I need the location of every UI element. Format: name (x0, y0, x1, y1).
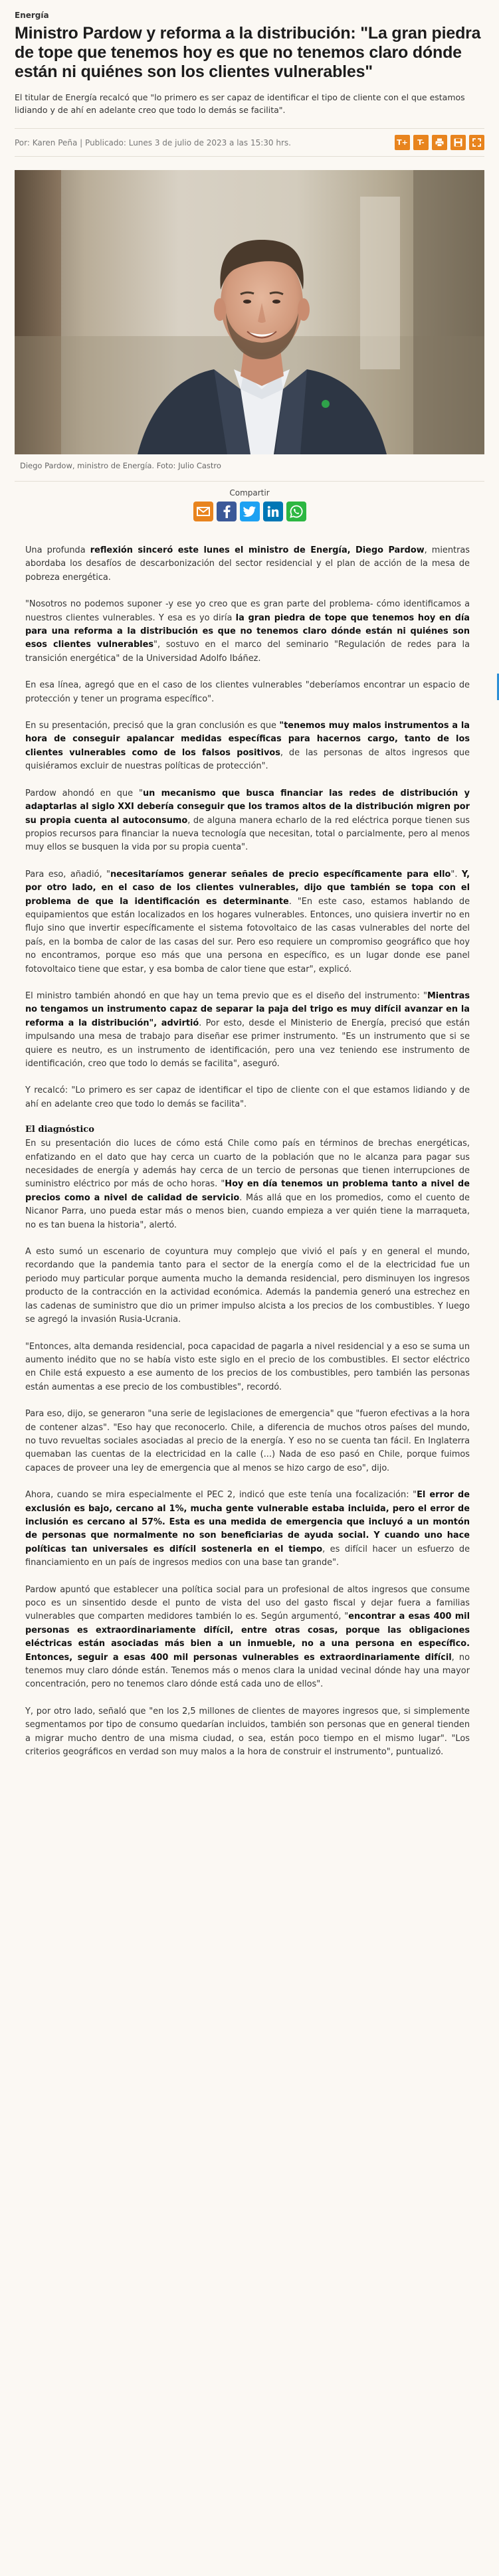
bold-text: un mecanismo que busca financiar las redes de distribución y adaptarlas al siglo XXI debería conseguir que los tramos altos de la distribución migren por su propia cuenta al autoconsumo (25, 788, 470, 826)
paragraph: En su presentación, precisó que la gran conclusión es que "tenemos muy malos instrumentos a la hora de conseguir apalancar medidas específicas para hacernos cargo, tanto de los clientes vulnerables como de los falsos positivos, de las personas de altos ingresos que quisiéramos excluir de nuestras políticas de protección". (25, 721, 470, 772)
paragraph: En esa línea, agregó que en el caso de los clientes vulnerables "deberíamos encontrar un espacio de protección y tener un programa específico". (25, 680, 470, 704)
bold-text: "tenemos muy malos instrumentos a la hora de conseguir apalancar medidas específicas para hacernos cargo, tanto de los clientes vulnerables como de los falsos positivos (25, 721, 470, 758)
article-body (0, 521, 499, 1759)
print-icon (435, 138, 444, 147)
section-tag[interactable]: Energía (15, 11, 49, 20)
paragraph: Ahora, cuando se mira especialmente el PEC 2, indicó que este tenía una focalización: "El error de exclusión es bajo, cercano al 1%, mucha gente vulnerable estaba incluida, pero el error de inclusión es cercano al 57%. Esta es una medida de emergencia que incluyó a un montón de personas que normalmente no son beneficiarias de ayuda social. Y cuando uno hace políticas tan universales es difícil sostenerla en el tiempo, es difícil hacer un esfuerzo de financiamiento en un país de ingresos medios con una base tan grande". (25, 1490, 470, 1568)
bold-text: El error de exclusión es bajo, cercano al 1%, mucha gente vulnerable estaba incluida, pero el error de inclusión es cercano al 57%. Esta es una medida de emergencia que incluyó a un montón de personas que normalmente no son beneficiarias de ayuda social. Y cuando uno hace políticas tan universales es difícil sostenerla en el tiempo (25, 1490, 470, 1554)
paragraph: Pardow ahondó en que "un mecanismo que busca financiar las redes de distribución y adaptarlas al siglo XXI debería conseguir que los tramos altos de la distribución migren por su propia cuenta al autoconsumo, de alguna manera echarlo de la red eléctrica porque tienen sus propios recursos para financiar la nueva tecnología que necesitan, total o parcialmente, pero al menos muy ellos se busquen la vida por su propia cuenta". (25, 788, 470, 853)
save-button[interactable] (450, 135, 466, 150)
bold-text: necesitaríamos generar señales de precio específicamente para ello (110, 869, 451, 879)
expand-button[interactable] (469, 135, 484, 150)
share-block (15, 481, 484, 521)
bold-text: Y, por otro lado, en el caso de los clientes vulnerables, dijo que también se topa con el problema de que la identificación es determinante (25, 869, 470, 907)
share-label: Compartir (229, 488, 270, 498)
paragraph: Una profunda reflexión sinceró este lunes el ministro de Energía, Diego Pardow, mientras abordaba los desafíos de descarbonización del sector residencial y el plan de acción de la mesa de pobreza energética. (25, 545, 470, 583)
paragraph: Y recalcó: "Lo primero es ser capaz de identificar el tipo de cliente con el que estamos lidiando y de ahí en adelante creo que todo lo demás se facilita". (25, 1085, 470, 1109)
article-header (0, 0, 499, 521)
bold-text: Mientras no tengamos un instrumento capaz de separar la paja del trigo es muy difícil avanzar en la reforma a la distribución", advirtió (25, 990, 470, 1028)
article-tools (395, 135, 484, 150)
share-whatsapp-button[interactable] (286, 502, 306, 521)
expand-icon (472, 138, 481, 147)
share-facebook-button[interactable] (217, 502, 237, 521)
paragraph: En su presentación dio luces de cómo está Chile como país en términos de brechas energéticas, enfatizando en el dato que hay cerca un cuarto de la población que no le alcanza para pagar sus necesidades de energía y además hay cerca de un tercio de personas que tienen interrupciones de suministro eléctrico por más de ocho horas. "Hoy en día tenemos un problema tanto a nivel de precios como a nivel de calidad de servicio. Más allá que en los promedios, como el cuento de Nicanor Parra, uno pueda estar más o menos bien, cuando empieza a ver quién tiene la marraqueta, no es tan buena la historia", alertó. (25, 1139, 470, 1230)
save-icon (454, 138, 462, 147)
paragraph: Para eso, dijo, se generaron "una serie de legislaciones de emergencia" que "fueron efectivas a la hora de contener alzas". "Eso hay que reconocerlo. Chile, a diferencia de muchos otros países del mundo, no tuvo revueltas sociales asociadas al precio de la energía. Y eso no se cuenta tan fácil. En Inglaterra quemaban las cuentas de la electricidad en la calle (...) Nada de eso pasó en Chile, porque fuimos capaces de proveer una ley de emergencia que al menos se hizo cargo de eso", dijo. (25, 1409, 470, 1473)
bold-text: la gran piedra de tope que tenemos hoy en día para una reforma a la distribución es que no tenemos claro dónde están ni quiénes son esos clientes vulnerables (25, 612, 470, 650)
font-increase-button[interactable]: T+ (395, 135, 410, 150)
article-figure (15, 170, 484, 476)
facebook-icon (223, 505, 231, 518)
share-email-button[interactable] (193, 502, 213, 521)
byline-row (15, 128, 484, 157)
bold-text: encontrar a esas 400 mil personas es extraordinariamente difícil, entre otras cosas, porque las obligaciones eléctricas están asociadas más bien a un inmueble, no a una persona en específico. Entonces, seguir a esas 400 mil personas vulnerables es extraordinariamente difícil (25, 1611, 470, 1663)
font-decrease-button[interactable]: T- (413, 135, 429, 150)
bold-text: Hoy en día tenemos un problema tanto a nivel de precios como a nivel de calidad de servicio (25, 1179, 470, 1203)
paragraph: A esto sumó un escenario de coyuntura muy complejo que vivió el país y en general el mundo, recordando que la pandemia tanto para el sector de la energía como el de la electricidad fue un periodo muy particular porque aumenta mucho la demanda residencial, pero disminuyen los ingresos producto de la contracción en la actividad económica. Además la pandemia generó una estrechez en las cadenas de suministro que dio un primer impulso alcista a los precios de los combustibles. Y luego se agregó la invasión Rusia-Ucrania. (25, 1247, 470, 1325)
share-linkedin-button[interactable] (263, 502, 283, 521)
bold-text: reflexión sinceró este lunes el ministro de Energía, Diego Pardow (90, 545, 425, 555)
whatsapp-icon (290, 505, 303, 518)
paragraph: Pardow apuntó que establecer una política social para un profesional de altos ingresos que consume poco es un sinsentido desde el punto de vista del uso del gasto fiscal y dejar fuera a familias vulnerables que comparten medidores también lo es. Según argumentó, "encontrar a esas 400 mil personas es extraordinariamente difícil, entre otras cosas, porque las obligaciones eléctricas están asociadas más bien a un inmueble, no a una persona en específico. Entonces, seguir a esas 400 mil personas vulnerables es extraordinariamente difícil, no tenemos muy claro dónde están. Tenemos más o menos clara la unidad vecinal dónde hay una mayor concentración, pero no tenemos claro dónde está cada uno de ellos". (25, 1584, 470, 1690)
byline: Por: Karen Peña | Publicado: Lunes 3 de julio de 2023 a las 15:30 hrs. (15, 138, 291, 147)
share-twitter-button[interactable] (240, 502, 260, 521)
paragraph: "Nosotros no podemos suponer -y ese yo creo que es gran parte del problema- cómo identificamos a nuestros clientes vulnerables. Y esa es yo diría la gran piedra de tope que tenemos hoy en día para una reforma a la distribución es que no tenemos claro dónde están ni quiénes son esos clientes vulnerables", sostuvo en el marco del seminario "Regulación de redes para la transición energética" de la Universidad Adolfo Ibáñez. (25, 599, 470, 664)
paragraph: Para eso, añadió, "necesitaríamos generar señales de precio específicamente para ello". Y, por otro lado, en el caso de los clientes vulnerables, dijo que también se topa con el problema de que la identificación es determinante. "En este caso, estamos hablando de equipamientos que están localizados en los hogares vulnerables. Entonces, uno quisiera invertir no en flujo sino que invertir específicamente el sistema fotovoltaico de las casas vulnerables del norte del país, en la bomba de calor de las casas del sur. Pero eso requiere un compromiso geográfico que hoy no encontramos, porque eso más que una persona en específico, es un lugar donde ese panel fotovoltaico tiene que estar, y esa bomba de calor tiene que estar", explicó. (25, 869, 470, 974)
paragraph: "Entonces, alta demanda residencial, poca capacidad de pagarla a nivel residencial y a eso se suma un aumento inédito que no se había visto este siglo en el precio de los combustibles. El sector eléctrico en Chile está expuesto a ese aumento de los precios de los combustibles, pero también las personas están aumentas a ese precio de los combustibles", recordó. (25, 1341, 470, 1392)
paragraph: Y, por otro lado, señaló que "en los 2,5 millones de clientes de mayores ingresos que, si simplemente segmentamos por tipo de consumo quedarían incluidos, también son personas que en general tienden a migrar mucho dentro de una misma ciudad, o sea, están poco tiempo en el mismo lugar". "Los criterios geográficos en verdad son muy malos a la hora de construir el instrumento", puntualizó. (25, 1706, 470, 1758)
print-button[interactable] (432, 135, 447, 150)
twitter-icon (243, 506, 256, 517)
section-subheading: El diagnóstico (25, 1125, 94, 1135)
article-photo (15, 170, 484, 454)
share-icons (15, 502, 484, 521)
article-lead: El titular de Energía recalcó que "lo primero es ser capaz de identificar el tipo de cliente con el que estamos lidiando y de ahí en adelante creo que todo lo demás se facilita". (15, 92, 465, 115)
linkedin-icon (267, 506, 279, 517)
photo-caption: Diego Pardow, ministro de Energía. Foto: Julio Castro (20, 461, 221, 470)
page-title: Ministro Pardow y reforma a la distribución: "La gran piedra de tope que tenemos hoy es que no tenemos claro dónde están ni quiénes son los clientes vulnerables" (15, 24, 481, 81)
paragraph: El ministro también ahondó en que hay un tema previo que es el diseño del instrumento: "Mientras no tengamos un instrumento capaz de separar la paja del trigo es muy difícil avanzar en la reforma a la distribución", advirtió. Por esto, desde el Ministerio de Energía, precisó que están impulsando una mesa de trabajo para diseñar ese primer instrumento. "Es un instrumento que si se quiere es neutro, es un instrumento de identificación, pero una vez teniendo ese instrumento de identificación, creo que todo lo demás se facilita", aseguró. (25, 990, 470, 1069)
mail-icon (197, 507, 210, 516)
